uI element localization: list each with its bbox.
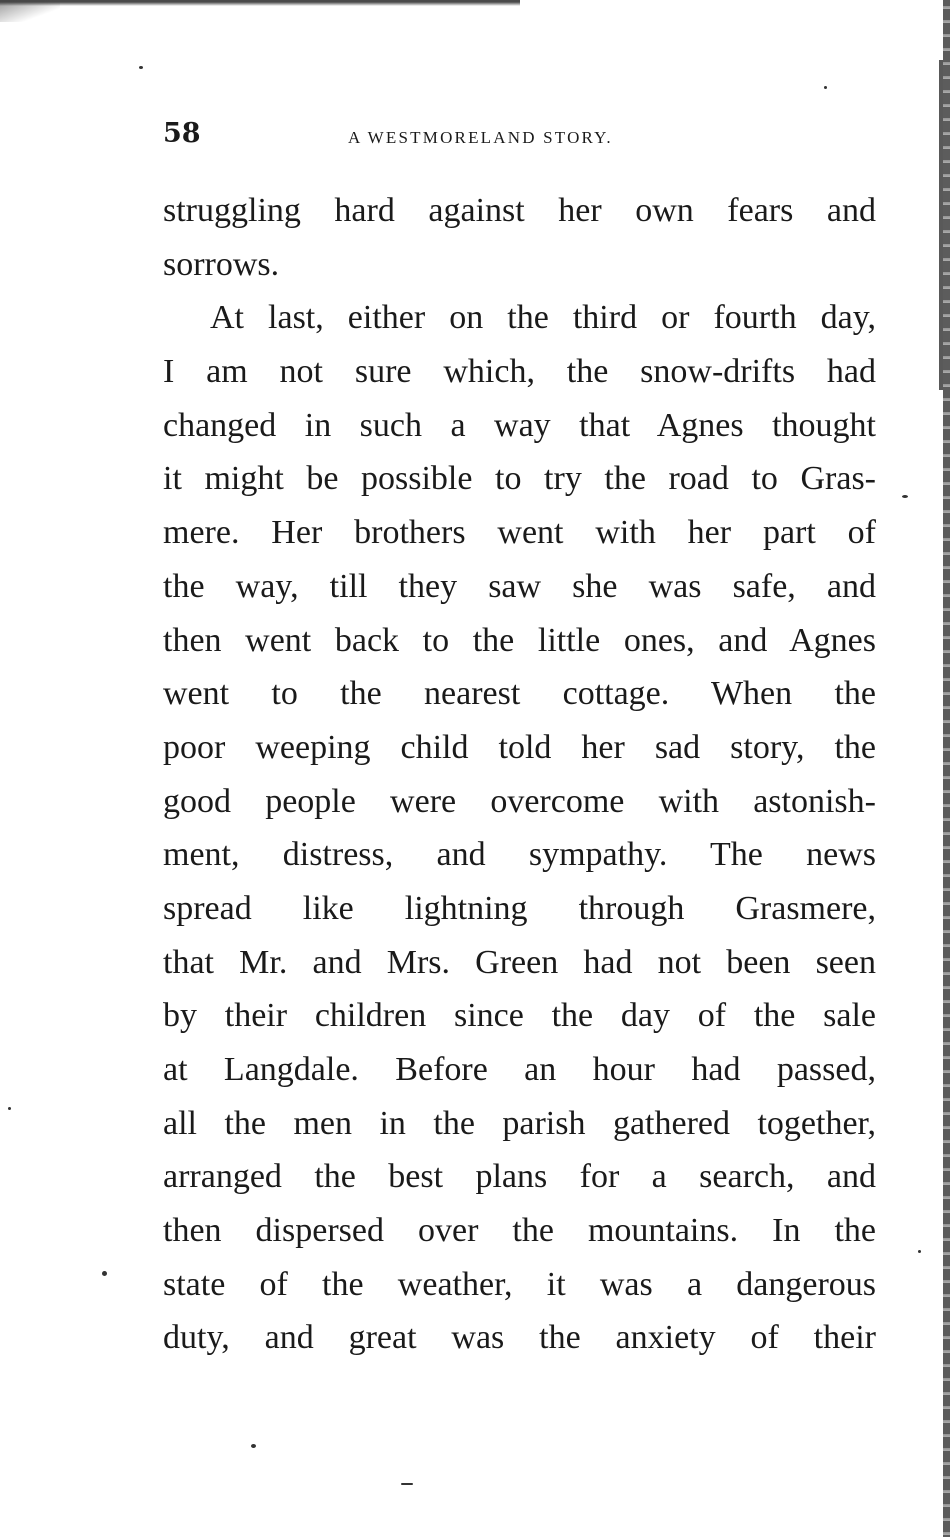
scan-speck <box>918 1250 921 1253</box>
scan-edge-top <box>0 0 520 6</box>
text-line: state of the weather, it was a dangerous <box>163 1265 876 1303</box>
text-line: the way, till they saw she was safe, and <box>163 567 876 605</box>
scan-speck <box>139 66 143 69</box>
text-line: spread like lightning through Grasmere, <box>163 889 876 927</box>
scan-speck <box>824 86 827 89</box>
page-header <box>163 118 876 154</box>
scan-edge-right-shadow <box>939 60 943 390</box>
text-line: then dispersed over the mountains. In the <box>163 1212 876 1250</box>
text-line: all the men in the parish gathered together, <box>163 1104 876 1142</box>
scan-edge-right <box>943 0 950 1537</box>
text-line: ment, distress, and sympathy. The news <box>163 836 876 874</box>
text-line: went to the nearest cottage. When the <box>163 675 876 713</box>
page-number: 58 <box>163 118 201 149</box>
body-text <box>163 184 876 1365</box>
scan-speck <box>401 1483 413 1485</box>
text-line: At last, either on the third or fourth day, <box>210 299 876 337</box>
scan-speck <box>8 1107 11 1110</box>
text-line: sorrows. <box>163 245 280 283</box>
scan-corner-shadow <box>0 0 60 22</box>
text-line: at Langdale. Before an hour had passed, <box>163 1051 876 1088</box>
text-line: changed in such a way that Agnes thought <box>163 406 876 444</box>
text-line: then went back to the little ones, and Agnes <box>163 621 876 659</box>
text-line: it might be possible to try the road to Gras- <box>163 460 876 498</box>
text-line: mere. Her brothers went with her part of <box>163 514 876 552</box>
text-line: duty, and great was the anxiety of their <box>163 1319 876 1357</box>
scan-speck <box>251 1444 256 1448</box>
running-head: A WESTMORELAND STORY. <box>348 128 613 147</box>
text-line: arranged the best plans for a search, and <box>163 1158 876 1196</box>
text-line: I am not sure which, the snow-drifts had <box>163 353 876 391</box>
text-line: by their children since the day of the sale <box>163 997 876 1035</box>
scan-speck <box>902 495 908 498</box>
text-line: struggling hard against her own fears and <box>163 192 876 229</box>
scan-speck <box>102 1271 107 1276</box>
text-line: poor weeping child told her sad story, the <box>163 728 876 766</box>
text-line: good people were overcome with astonish- <box>163 782 876 820</box>
text-line: that Mr. and Mrs. Green had not been seen <box>163 943 876 981</box>
